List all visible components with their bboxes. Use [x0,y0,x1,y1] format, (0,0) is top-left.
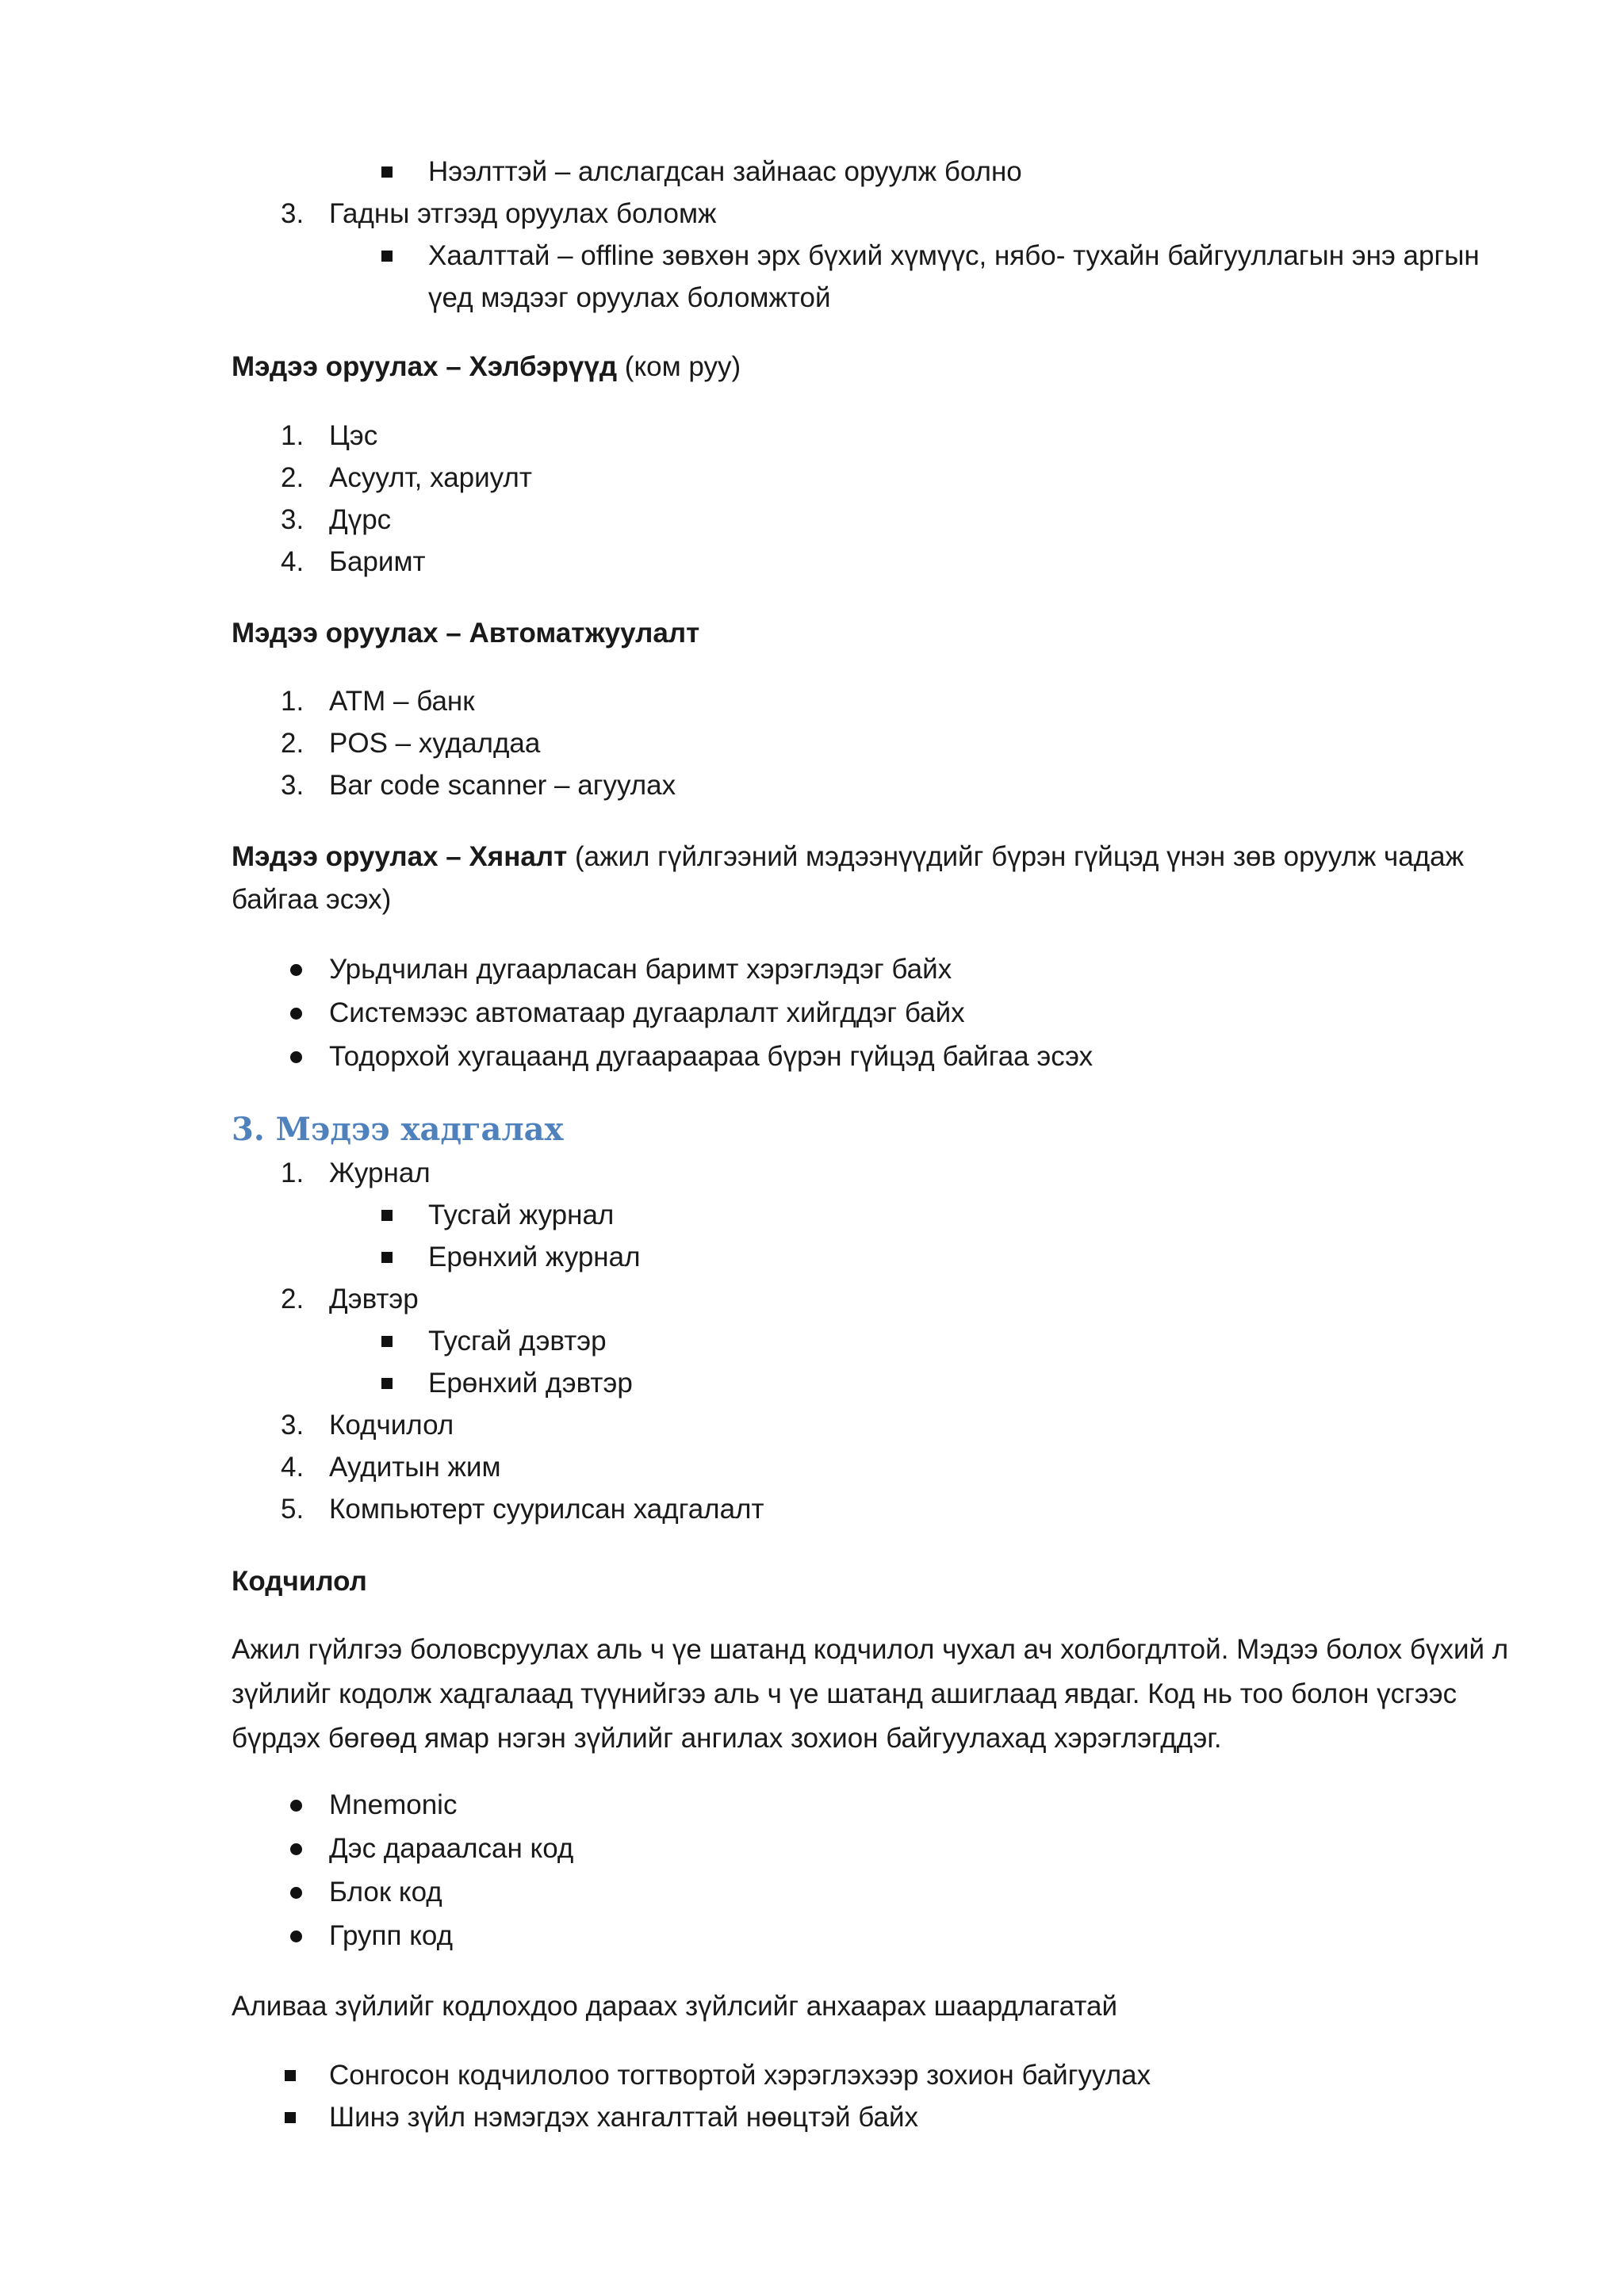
list-number: 2. [281,462,304,493]
heading-note: байгаа эсэх) [232,884,392,915]
list-number: 5. [281,1494,304,1525]
heading-bold-text: Мэдээ оруулах – Хэлбэрүүд [232,351,618,382]
square-bullet-icon [381,1210,393,1221]
list-number: 3. [281,198,304,229]
heading-continuation [232,878,391,921]
list-item-text: Тусгай дэвтэр [428,1326,607,1357]
list-item-text: Компьютерт суурилсан хадгалалт [329,1494,764,1525]
list-item-text: Гадны этгээд оруулах боломж [329,198,717,229]
square-bullet-icon [381,1378,393,1389]
list-item-text: Ерөнхий дэвтэр [428,1368,633,1399]
list-item-text: Блок код [329,1877,442,1908]
list-number: 1. [281,1158,304,1188]
list-item-text: Урьдчилан дугаарласан баримт хэрэглэдэг байх [329,954,952,985]
bullet-dot-icon [290,964,302,976]
list-number: 3. [281,504,304,535]
list-number: 1. [281,420,304,451]
list-item-text: Баримт [329,546,426,577]
list-item-text: Дэс дараалсан код [329,1833,574,1864]
list-item-text: Bar code scanner – агуулах [329,770,676,801]
heading-bold-text: Кодчилол [232,1566,367,1597]
list-number: 2. [281,728,304,759]
section-heading [232,1560,367,1603]
list-item-text: Тодорхой хугацаанд дугаараараа бүрэн гүйцэд байгаа эсэх [329,1041,1094,1072]
list-item-text: Дүрс [329,504,392,535]
square-bullet-icon [285,2112,296,2123]
list-number: 4. [281,546,304,577]
bullet-dot-icon [290,1800,302,1812]
list-item-text: Нээлттэй – алслагдсан зайнаас оруулж болно [428,156,1022,187]
section-heading [232,836,1464,878]
list-item-text: ATM – банк [329,686,475,717]
paragraph-line: зүйлийг кодолж хадгалаад түүнийгээ аль ч үе шатанд ашиглаад явдаг. Код нь тоо болон үсгээс [232,1678,1457,1709]
heading-bold-text: Мэдээ оруулах – Хяналт [232,841,568,872]
list-number: 1. [281,686,304,717]
section-heading [232,612,699,655]
list-number: 4. [281,1452,304,1483]
list-item-text: Асуулт, хариулт [329,462,532,493]
bullet-dot-icon [290,1887,302,1899]
section-heading [232,346,741,388]
square-bullet-icon [285,2070,296,2081]
list-number: 3. [281,770,304,801]
list-item-text: Журнал [329,1158,431,1188]
coding-note [232,1985,1117,2028]
list-item-text: Шинэ зүйл нэмэгдэх хангалттай нөөцтэй байх [329,2102,919,2133]
list-item-text: Mnemonic [329,1789,458,1820]
paragraph-text: Аливаа зүйлийг кодлохдоо дараах зүйлсийг анхаарах шаардлагатай [232,1991,1118,2022]
heading-note: (ажил гүйлгээний мэдээнүүдийг бүрэн гүйцэд үнэн зөв оруулж чадаж [567,841,1465,872]
list-item-text: Сонгосон кодчилолоо тогтвортой хэрэглэхээр зохион байгуулах [329,2060,1151,2091]
bullet-dot-icon [290,1008,302,1020]
list-item-text: Дэвтэр [329,1284,419,1314]
heading-note: (ком руу) [617,351,741,382]
bullet-dot-icon [290,1843,302,1855]
square-bullet-icon [381,1252,393,1263]
bullet-dot-icon [290,1931,302,1942]
square-bullet-icon [381,166,393,178]
list-number: 2. [281,1284,304,1314]
section-title: 3. Мэдээ хадгалах [232,1111,564,1148]
square-bullet-icon [381,251,393,262]
list-item-text: Цэс [329,420,378,451]
list-item-text: Хаалттай – offline зөвхөн эрх бүхий хүмүүс, нябо- тухайн байгууллагын энэ аргын [428,240,1480,271]
list-item-text: Системээс автоматаар дугаарлалт хийгддэг байх [329,997,965,1028]
square-bullet-icon [381,1336,393,1347]
list-item-text: POS – худалдаа [329,728,541,759]
bullet-dot-icon [290,1051,302,1063]
list-item-text: Групп код [329,1920,454,1951]
paragraph-line: бүрдэх бөгөөд ямар нэгэн зүйлийг ангилах зохион байгуулахад хэрэглэгддэг. [232,1723,1222,1754]
heading-bold-text: Мэдээ оруулах – Автоматжуулалт [232,618,700,649]
list-item-text: Тусгай журнал [428,1200,615,1230]
list-item-text: Аудитын жим [329,1452,501,1483]
paragraph-line: Ажил гүйлгээ боловсруулах аль ч үе шатанд кодчилол чухал ач холбогдлтой. Мэдээ болох бүхий л [232,1634,1509,1665]
list-number: 3. [281,1410,304,1441]
list-item-text: Кодчилол [329,1410,454,1441]
list-item-text: Ерөнхий журнал [428,1242,641,1272]
list-item-text: үед мэдээг оруулах боломжтой [428,282,831,313]
